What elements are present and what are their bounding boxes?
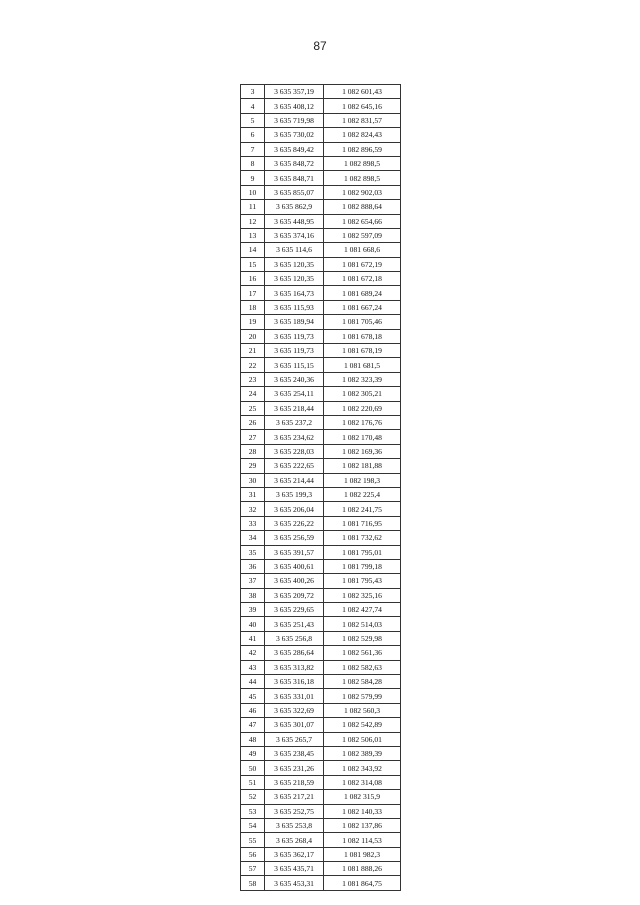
x-coordinate-cell: 3 635 234,62 <box>265 430 324 444</box>
x-coordinate-cell: 3 635 222,65 <box>265 459 324 473</box>
x-coordinate-cell: 3 635 265,7 <box>265 732 324 746</box>
y-coordinate-cell: 1 082 198,3 <box>324 473 401 487</box>
table-row <box>241 214 401 228</box>
table-row <box>241 646 401 660</box>
y-coordinate-cell: 1 082 176,76 <box>324 415 401 429</box>
point-number-cell: 20 <box>241 329 265 343</box>
x-coordinate-cell: 3 635 256,59 <box>265 531 324 545</box>
x-coordinate-cell: 3 635 119,73 <box>265 344 324 358</box>
table-row <box>241 286 401 300</box>
y-coordinate-cell: 1 082 427,74 <box>324 603 401 617</box>
table-row <box>241 574 401 588</box>
table-row <box>241 300 401 314</box>
x-coordinate-cell: 3 635 316,18 <box>265 675 324 689</box>
point-number-cell: 3 <box>241 85 265 99</box>
y-coordinate-cell: 1 081 716,95 <box>324 516 401 530</box>
x-coordinate-cell: 3 635 229,65 <box>265 603 324 617</box>
point-number-cell: 53 <box>241 804 265 818</box>
point-number-cell: 8 <box>241 156 265 170</box>
y-coordinate-cell: 1 081 888,26 <box>324 862 401 876</box>
x-coordinate-cell: 3 635 189,94 <box>265 315 324 329</box>
point-number-cell: 48 <box>241 732 265 746</box>
table-row <box>241 272 401 286</box>
point-number-cell: 49 <box>241 746 265 760</box>
x-coordinate-cell: 3 635 855,07 <box>265 185 324 199</box>
point-number-cell: 16 <box>241 272 265 286</box>
y-coordinate-cell: 1 082 898,5 <box>324 171 401 185</box>
table-row <box>241 833 401 847</box>
table-row <box>241 171 401 185</box>
table-row <box>241 559 401 573</box>
point-number-cell: 46 <box>241 703 265 717</box>
point-number-cell: 55 <box>241 833 265 847</box>
point-number-cell: 58 <box>241 876 265 890</box>
point-number-cell: 38 <box>241 588 265 602</box>
point-number-cell: 43 <box>241 660 265 674</box>
point-number-cell: 36 <box>241 559 265 573</box>
x-coordinate-cell: 3 635 256,8 <box>265 631 324 645</box>
y-coordinate-cell: 1 081 795,01 <box>324 545 401 559</box>
x-coordinate-cell: 3 635 228,03 <box>265 444 324 458</box>
y-coordinate-cell: 1 081 672,19 <box>324 257 401 271</box>
table-row <box>241 775 401 789</box>
table-row <box>241 473 401 487</box>
table-row <box>241 516 401 530</box>
y-coordinate-cell: 1 082 579,99 <box>324 689 401 703</box>
y-coordinate-cell: 1 082 601,43 <box>324 85 401 99</box>
x-coordinate-cell: 3 635 114,6 <box>265 243 324 257</box>
table-row <box>241 372 401 386</box>
table-row <box>241 329 401 343</box>
table-row <box>241 818 401 832</box>
x-coordinate-cell: 3 635 331,01 <box>265 689 324 703</box>
point-number-cell: 25 <box>241 401 265 415</box>
point-number-cell: 28 <box>241 444 265 458</box>
y-coordinate-cell: 1 082 582,63 <box>324 660 401 674</box>
table-row <box>241 761 401 775</box>
point-number-cell: 52 <box>241 790 265 804</box>
point-number-cell: 44 <box>241 675 265 689</box>
table-row <box>241 415 401 429</box>
y-coordinate-cell: 1 082 220,69 <box>324 401 401 415</box>
table-row <box>241 156 401 170</box>
point-number-cell: 51 <box>241 775 265 789</box>
table-row <box>241 257 401 271</box>
page-number: 87 <box>313 39 327 53</box>
x-coordinate-cell: 3 635 218,59 <box>265 775 324 789</box>
point-number-cell: 21 <box>241 344 265 358</box>
point-number-cell: 35 <box>241 545 265 559</box>
point-number-cell: 12 <box>241 214 265 228</box>
table-row <box>241 459 401 473</box>
table-row <box>241 790 401 804</box>
table-row <box>241 387 401 401</box>
y-coordinate-cell: 1 082 888,64 <box>324 200 401 214</box>
y-coordinate-cell: 1 082 114,53 <box>324 833 401 847</box>
point-number-cell: 23 <box>241 372 265 386</box>
y-coordinate-cell: 1 081 667,24 <box>324 300 401 314</box>
table-row <box>241 228 401 242</box>
point-number-cell: 45 <box>241 689 265 703</box>
x-coordinate-cell: 3 635 322,69 <box>265 703 324 717</box>
table-row <box>241 113 401 127</box>
x-coordinate-cell: 3 635 209,72 <box>265 588 324 602</box>
x-coordinate-cell: 3 635 206,04 <box>265 502 324 516</box>
point-number-cell: 57 <box>241 862 265 876</box>
x-coordinate-cell: 3 635 115,93 <box>265 300 324 314</box>
x-coordinate-cell: 3 635 719,98 <box>265 113 324 127</box>
table-row <box>241 315 401 329</box>
y-coordinate-cell: 1 081 668,6 <box>324 243 401 257</box>
x-coordinate-cell: 3 635 448,95 <box>265 214 324 228</box>
table-row <box>241 862 401 876</box>
x-coordinate-cell: 3 635 435,71 <box>265 862 324 876</box>
point-number-cell: 4 <box>241 99 265 113</box>
x-coordinate-cell: 3 635 252,75 <box>265 804 324 818</box>
point-number-cell: 39 <box>241 603 265 617</box>
x-coordinate-cell: 3 635 251,43 <box>265 617 324 631</box>
point-number-cell: 14 <box>241 243 265 257</box>
table-row <box>241 603 401 617</box>
y-coordinate-cell: 1 081 799,18 <box>324 559 401 573</box>
x-coordinate-cell: 3 635 849,42 <box>265 142 324 156</box>
table-row <box>241 128 401 142</box>
y-coordinate-cell: 1 081 672,18 <box>324 272 401 286</box>
x-coordinate-cell: 3 635 408,12 <box>265 99 324 113</box>
x-coordinate-cell: 3 635 218,44 <box>265 401 324 415</box>
table-row <box>241 85 401 99</box>
x-coordinate-cell: 3 635 253,8 <box>265 818 324 832</box>
x-coordinate-cell: 3 635 231,26 <box>265 761 324 775</box>
x-coordinate-cell: 3 635 214,44 <box>265 473 324 487</box>
table-row <box>241 200 401 214</box>
y-coordinate-cell: 1 082 584,28 <box>324 675 401 689</box>
x-coordinate-cell: 3 635 862,9 <box>265 200 324 214</box>
x-coordinate-cell: 3 635 217,21 <box>265 790 324 804</box>
table-row <box>241 444 401 458</box>
y-coordinate-cell: 1 082 654,66 <box>324 214 401 228</box>
x-coordinate-cell: 3 635 240,36 <box>265 372 324 386</box>
table-row <box>241 847 401 861</box>
point-number-cell: 41 <box>241 631 265 645</box>
table-row <box>241 487 401 501</box>
y-coordinate-cell: 1 082 305,21 <box>324 387 401 401</box>
point-number-cell: 27 <box>241 430 265 444</box>
y-coordinate-cell: 1 082 898,5 <box>324 156 401 170</box>
point-number-cell: 11 <box>241 200 265 214</box>
x-coordinate-cell: 3 635 848,71 <box>265 171 324 185</box>
table-row <box>241 243 401 257</box>
point-number-cell: 7 <box>241 142 265 156</box>
y-coordinate-cell: 1 082 343,92 <box>324 761 401 775</box>
y-coordinate-cell: 1 082 137,86 <box>324 818 401 832</box>
x-coordinate-cell: 3 635 238,45 <box>265 746 324 760</box>
x-coordinate-cell: 3 635 164,73 <box>265 286 324 300</box>
table-row <box>241 703 401 717</box>
y-coordinate-cell: 1 081 864,75 <box>324 876 401 890</box>
y-coordinate-cell: 1 082 529,98 <box>324 631 401 645</box>
y-coordinate-cell: 1 082 831,57 <box>324 113 401 127</box>
point-number-cell: 29 <box>241 459 265 473</box>
x-coordinate-cell: 3 635 391,57 <box>265 545 324 559</box>
table-row <box>241 689 401 703</box>
y-coordinate-cell: 1 082 506,01 <box>324 732 401 746</box>
table-row <box>241 142 401 156</box>
y-coordinate-cell: 1 082 170,48 <box>324 430 401 444</box>
point-number-cell: 42 <box>241 646 265 660</box>
y-coordinate-cell: 1 081 678,19 <box>324 344 401 358</box>
table-row <box>241 358 401 372</box>
x-coordinate-cell: 3 635 313,82 <box>265 660 324 674</box>
x-coordinate-cell: 3 635 400,26 <box>265 574 324 588</box>
x-coordinate-cell: 3 635 119,73 <box>265 329 324 343</box>
point-number-cell: 31 <box>241 487 265 501</box>
coordinates-table-body <box>241 85 401 891</box>
y-coordinate-cell: 1 082 824,43 <box>324 128 401 142</box>
point-number-cell: 15 <box>241 257 265 271</box>
x-coordinate-cell: 3 635 301,07 <box>265 718 324 732</box>
x-coordinate-cell: 3 635 199,3 <box>265 487 324 501</box>
point-number-cell: 50 <box>241 761 265 775</box>
x-coordinate-cell: 3 635 453,31 <box>265 876 324 890</box>
y-coordinate-cell: 1 082 896,59 <box>324 142 401 156</box>
x-coordinate-cell: 3 635 226,22 <box>265 516 324 530</box>
y-coordinate-cell: 1 081 678,18 <box>324 329 401 343</box>
point-number-cell: 30 <box>241 473 265 487</box>
table-row <box>241 876 401 890</box>
table-row <box>241 804 401 818</box>
table-row <box>241 99 401 113</box>
y-coordinate-cell: 1 082 140,33 <box>324 804 401 818</box>
x-coordinate-cell: 3 635 120,35 <box>265 257 324 271</box>
y-coordinate-cell: 1 082 542,89 <box>324 718 401 732</box>
y-coordinate-cell: 1 082 560,3 <box>324 703 401 717</box>
x-coordinate-cell: 3 635 848,72 <box>265 156 324 170</box>
point-number-cell: 33 <box>241 516 265 530</box>
x-coordinate-cell: 3 635 357,19 <box>265 85 324 99</box>
point-number-cell: 19 <box>241 315 265 329</box>
x-coordinate-cell: 3 635 254,11 <box>265 387 324 401</box>
x-coordinate-cell: 3 635 374,16 <box>265 228 324 242</box>
x-coordinate-cell: 3 635 120,35 <box>265 272 324 286</box>
table-row <box>241 545 401 559</box>
y-coordinate-cell: 1 081 982,3 <box>324 847 401 861</box>
table-row <box>241 531 401 545</box>
y-coordinate-cell: 1 082 645,16 <box>324 99 401 113</box>
x-coordinate-cell: 3 635 268,4 <box>265 833 324 847</box>
table-row <box>241 746 401 760</box>
y-coordinate-cell: 1 082 597,09 <box>324 228 401 242</box>
coordinates-table <box>240 84 401 891</box>
table-row <box>241 588 401 602</box>
table-row <box>241 718 401 732</box>
table-row <box>241 185 401 199</box>
point-number-cell: 40 <box>241 617 265 631</box>
point-number-cell: 24 <box>241 387 265 401</box>
point-number-cell: 17 <box>241 286 265 300</box>
y-coordinate-cell: 1 082 315,9 <box>324 790 401 804</box>
table-row <box>241 617 401 631</box>
x-coordinate-cell: 3 635 286,64 <box>265 646 324 660</box>
x-coordinate-cell: 3 635 362,17 <box>265 847 324 861</box>
table-row <box>241 430 401 444</box>
point-number-cell: 22 <box>241 358 265 372</box>
point-number-cell: 9 <box>241 171 265 185</box>
table-row <box>241 631 401 645</box>
point-number-cell: 5 <box>241 113 265 127</box>
point-number-cell: 37 <box>241 574 265 588</box>
point-number-cell: 6 <box>241 128 265 142</box>
y-coordinate-cell: 1 082 389,39 <box>324 746 401 760</box>
y-coordinate-cell: 1 081 689,24 <box>324 286 401 300</box>
y-coordinate-cell: 1 082 241,75 <box>324 502 401 516</box>
table-row <box>241 344 401 358</box>
point-number-cell: 56 <box>241 847 265 861</box>
x-coordinate-cell: 3 635 237,2 <box>265 415 324 429</box>
point-number-cell: 47 <box>241 718 265 732</box>
y-coordinate-cell: 1 082 323,39 <box>324 372 401 386</box>
y-coordinate-cell: 1 082 181,88 <box>324 459 401 473</box>
point-number-cell: 18 <box>241 300 265 314</box>
point-number-cell: 54 <box>241 818 265 832</box>
point-number-cell: 13 <box>241 228 265 242</box>
x-coordinate-cell: 3 635 400,61 <box>265 559 324 573</box>
y-coordinate-cell: 1 082 561,36 <box>324 646 401 660</box>
y-coordinate-cell: 1 082 514,03 <box>324 617 401 631</box>
y-coordinate-cell: 1 081 681,5 <box>324 358 401 372</box>
table-row <box>241 675 401 689</box>
point-number-cell: 10 <box>241 185 265 199</box>
point-number-cell: 34 <box>241 531 265 545</box>
y-coordinate-cell: 1 082 225,4 <box>324 487 401 501</box>
x-coordinate-cell: 3 635 115,15 <box>265 358 324 372</box>
y-coordinate-cell: 1 082 169,36 <box>324 444 401 458</box>
y-coordinate-cell: 1 081 732,62 <box>324 531 401 545</box>
table-row <box>241 502 401 516</box>
y-coordinate-cell: 1 081 705,46 <box>324 315 401 329</box>
y-coordinate-cell: 1 082 325,16 <box>324 588 401 602</box>
table-row <box>241 401 401 415</box>
y-coordinate-cell: 1 082 902,03 <box>324 185 401 199</box>
point-number-cell: 26 <box>241 415 265 429</box>
x-coordinate-cell: 3 635 730,02 <box>265 128 324 142</box>
y-coordinate-cell: 1 082 314,08 <box>324 775 401 789</box>
y-coordinate-cell: 1 081 795,43 <box>324 574 401 588</box>
table-row <box>241 660 401 674</box>
point-number-cell: 32 <box>241 502 265 516</box>
table-row <box>241 732 401 746</box>
